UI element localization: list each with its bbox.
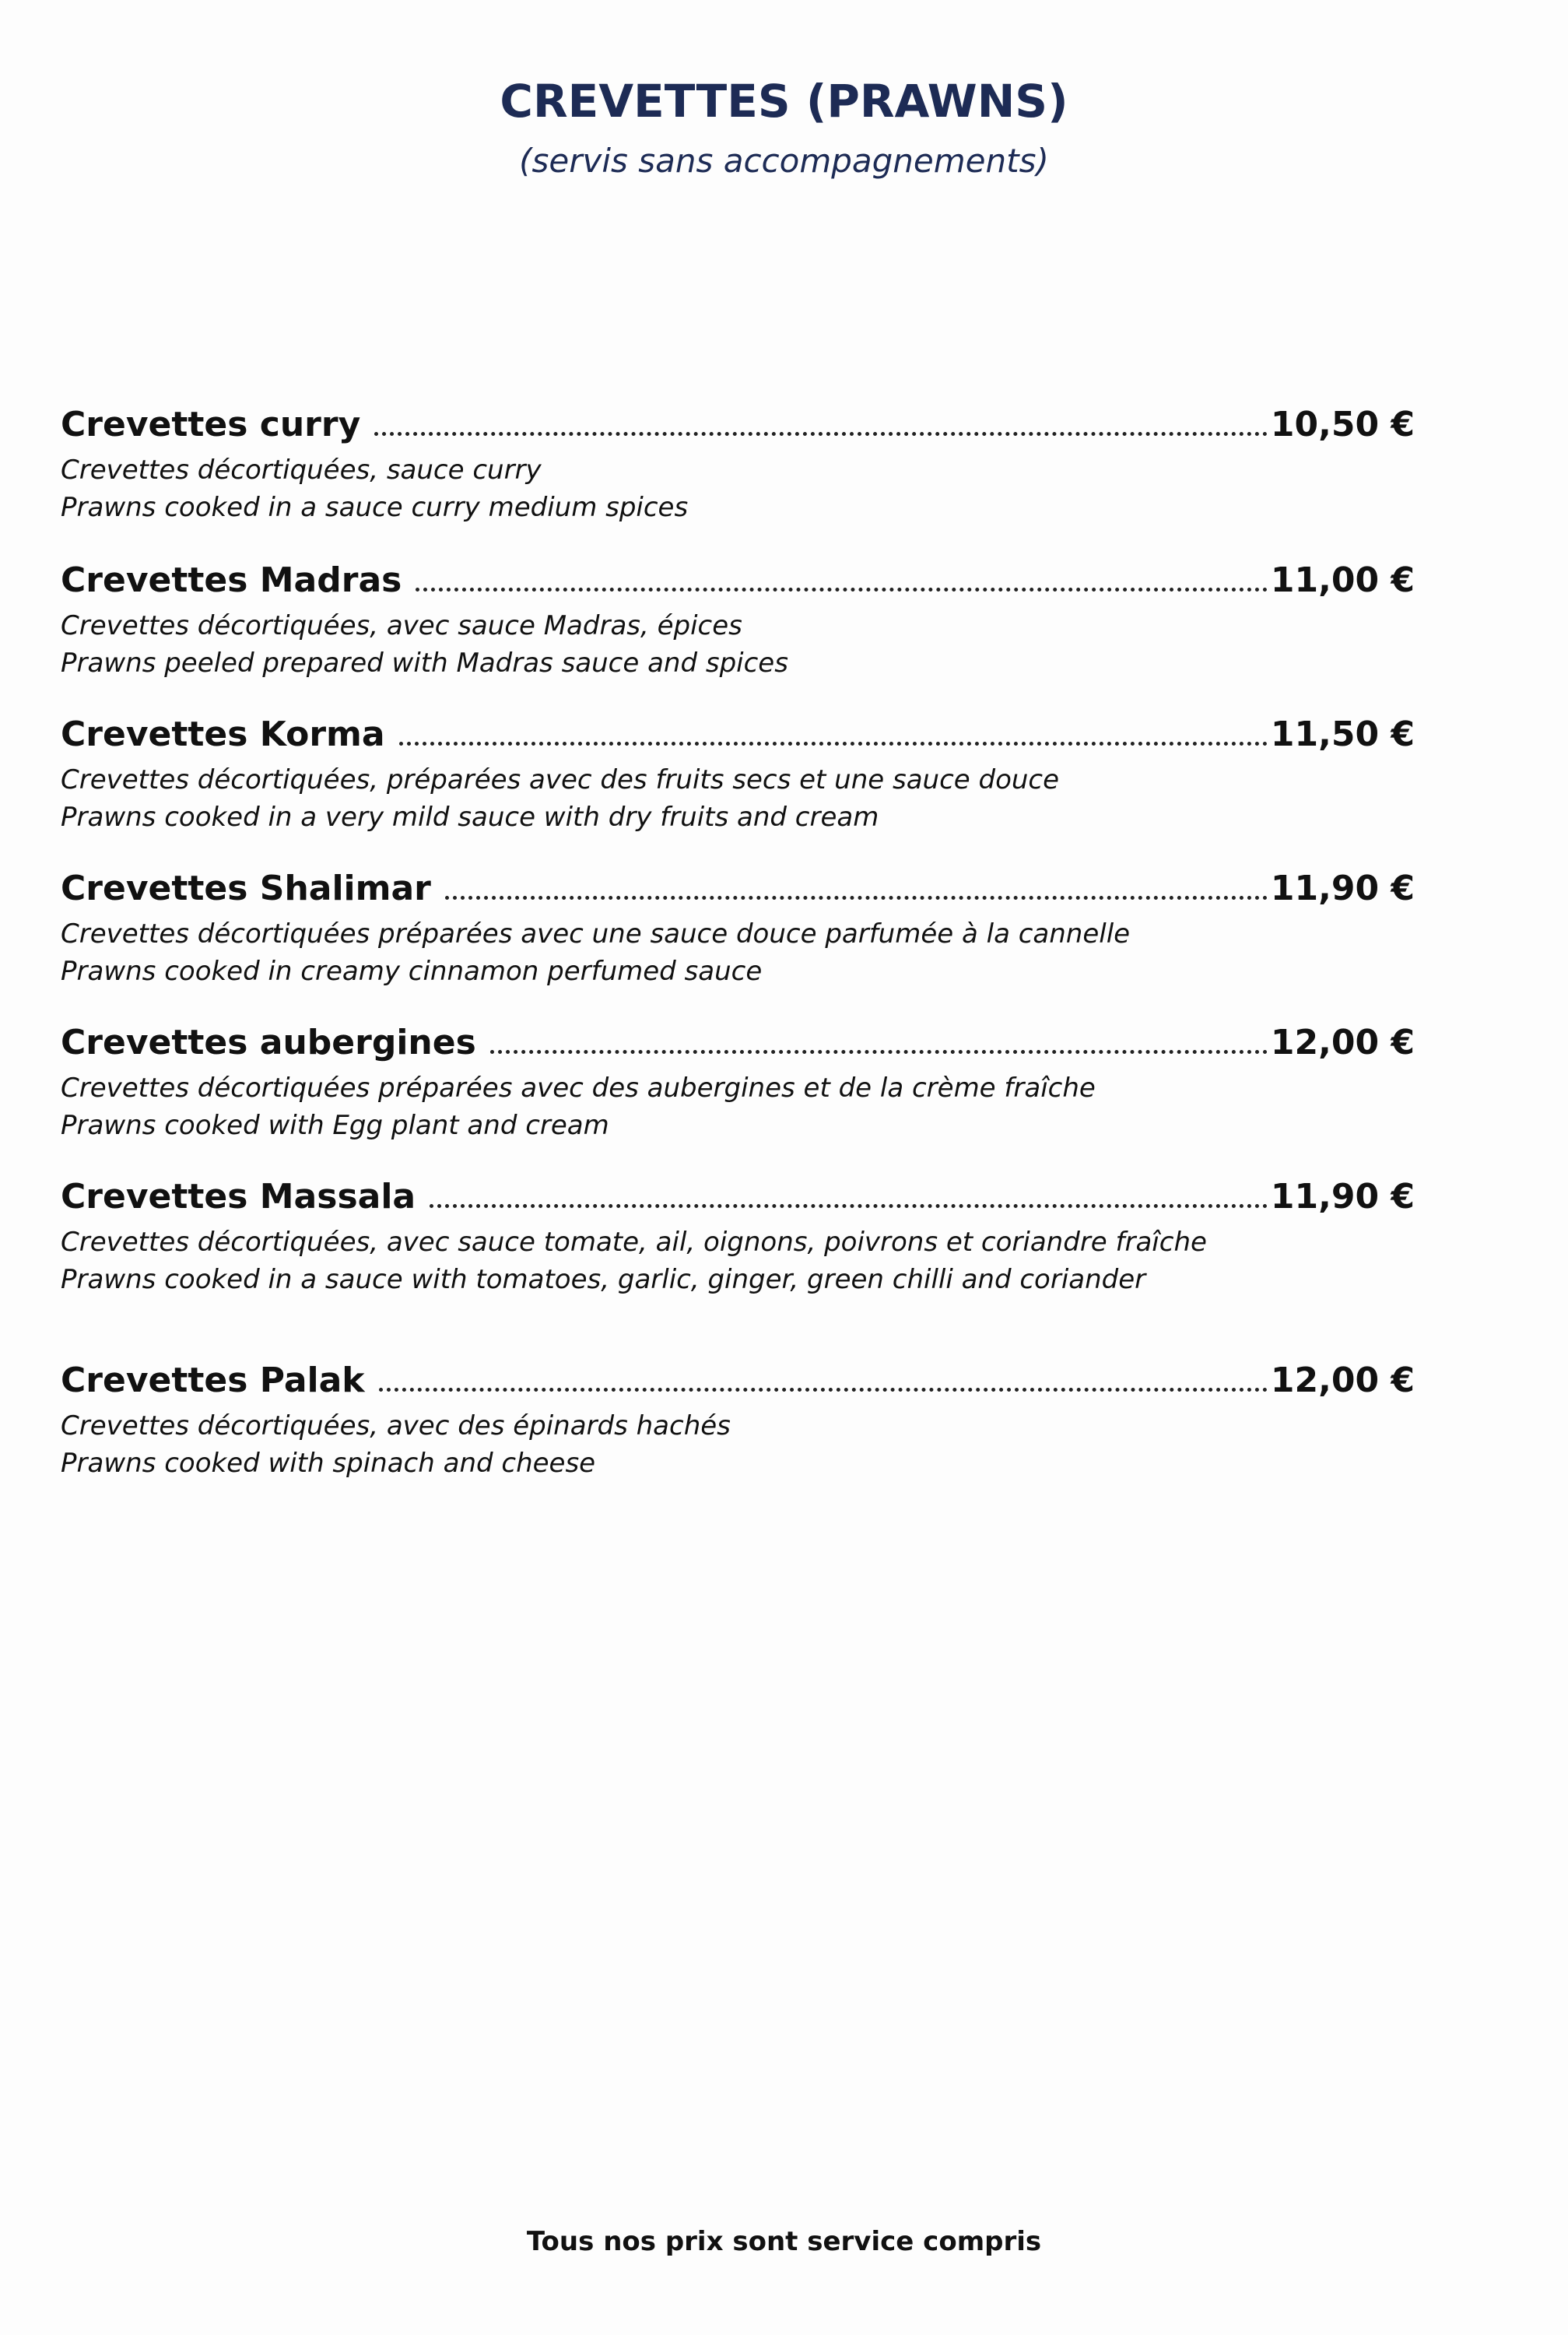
item-price: 11,00 € (1270, 560, 1415, 600)
dot-leader (445, 895, 1268, 900)
item-header (61, 1023, 1415, 1069)
item-description-fr: Crevettes décortiquées, avec sauce tomate, ail, oignons, poivrons et coriandre fraîche (61, 1227, 1207, 1258)
item-description-en: Prawns cooked in a sauce curry medium spices (61, 492, 689, 523)
item-name: Crevettes Madras (61, 560, 402, 600)
dot-leader (430, 1203, 1268, 1208)
menu-item-shalimar (61, 869, 1415, 990)
item-header (61, 405, 1415, 451)
item-description-fr: Crevettes décortiquées, préparées avec des fruits secs et une sauce douce (61, 764, 1060, 795)
dot-leader (379, 1387, 1268, 1392)
dot-leader (416, 587, 1268, 592)
page-subtitle: (servis sans accompagnements) (519, 142, 1049, 180)
menu-item-massala (61, 1177, 1415, 1298)
item-header (61, 1177, 1415, 1224)
item-description-en: Prawns cooked in a sauce with tomatoes, garlic, ginger, green chilli and coriander (61, 1264, 1146, 1295)
item-price: 11,90 € (1270, 869, 1415, 908)
menu-item-aubergines (61, 1023, 1415, 1144)
item-description-en: Prawns cooked in creamy cinnamon perfumed sauce (61, 956, 763, 987)
item-description-en: Prawns cooked in a very mild sauce with dry fruits and cream (61, 802, 879, 833)
item-description-fr: Crevettes décortiquées, avec des épinards hachés (61, 1410, 731, 1441)
item-price: 12,00 € (1270, 1023, 1415, 1062)
menu-item-curry (61, 405, 1415, 526)
item-name: Crevettes curry (61, 405, 361, 444)
item-name: Crevettes Shalimar (61, 869, 431, 908)
page-title: CREVETTES (PRAWNS) (500, 75, 1068, 128)
item-description-en: Prawns cooked with Egg plant and cream (61, 1110, 609, 1141)
menu-item-palak (61, 1361, 1415, 1482)
item-header (61, 560, 1415, 607)
item-price: 12,00 € (1270, 1361, 1415, 1400)
item-price: 11,50 € (1270, 715, 1415, 754)
item-price: 11,90 € (1270, 1177, 1415, 1217)
dot-leader (490, 1049, 1268, 1054)
item-description-en: Prawns cooked with spinach and cheese (61, 1448, 596, 1479)
menu-item-madras (61, 560, 1415, 682)
item-description-fr: Crevettes décortiquées préparées avec une sauce douce parfumée à la cannelle (61, 918, 1131, 950)
item-description-fr: Crevettes décortiquées, avec sauce Madras, épices (61, 610, 742, 641)
dot-leader (399, 741, 1268, 746)
item-name: Crevettes Korma (61, 715, 385, 754)
footer-note: Tous nos prix sont service compris (526, 2226, 1042, 2257)
dot-leader (374, 431, 1268, 436)
item-description-fr: Crevettes décortiquées, sauce curry (61, 455, 542, 486)
item-header (61, 869, 1415, 915)
item-header (61, 715, 1415, 761)
item-description-fr: Crevettes décortiquées préparées avec des aubergines et de la crème fraîche (61, 1073, 1096, 1104)
item-price: 10,50 € (1270, 405, 1415, 444)
item-name: Crevettes Palak (61, 1361, 365, 1400)
item-header (61, 1361, 1415, 1407)
menu-item-korma (61, 715, 1415, 836)
item-name: Crevettes aubergines (61, 1023, 476, 1062)
item-name: Crevettes Massala (61, 1177, 416, 1217)
item-description-en: Prawns peeled prepared with Madras sauce and spices (61, 648, 788, 679)
